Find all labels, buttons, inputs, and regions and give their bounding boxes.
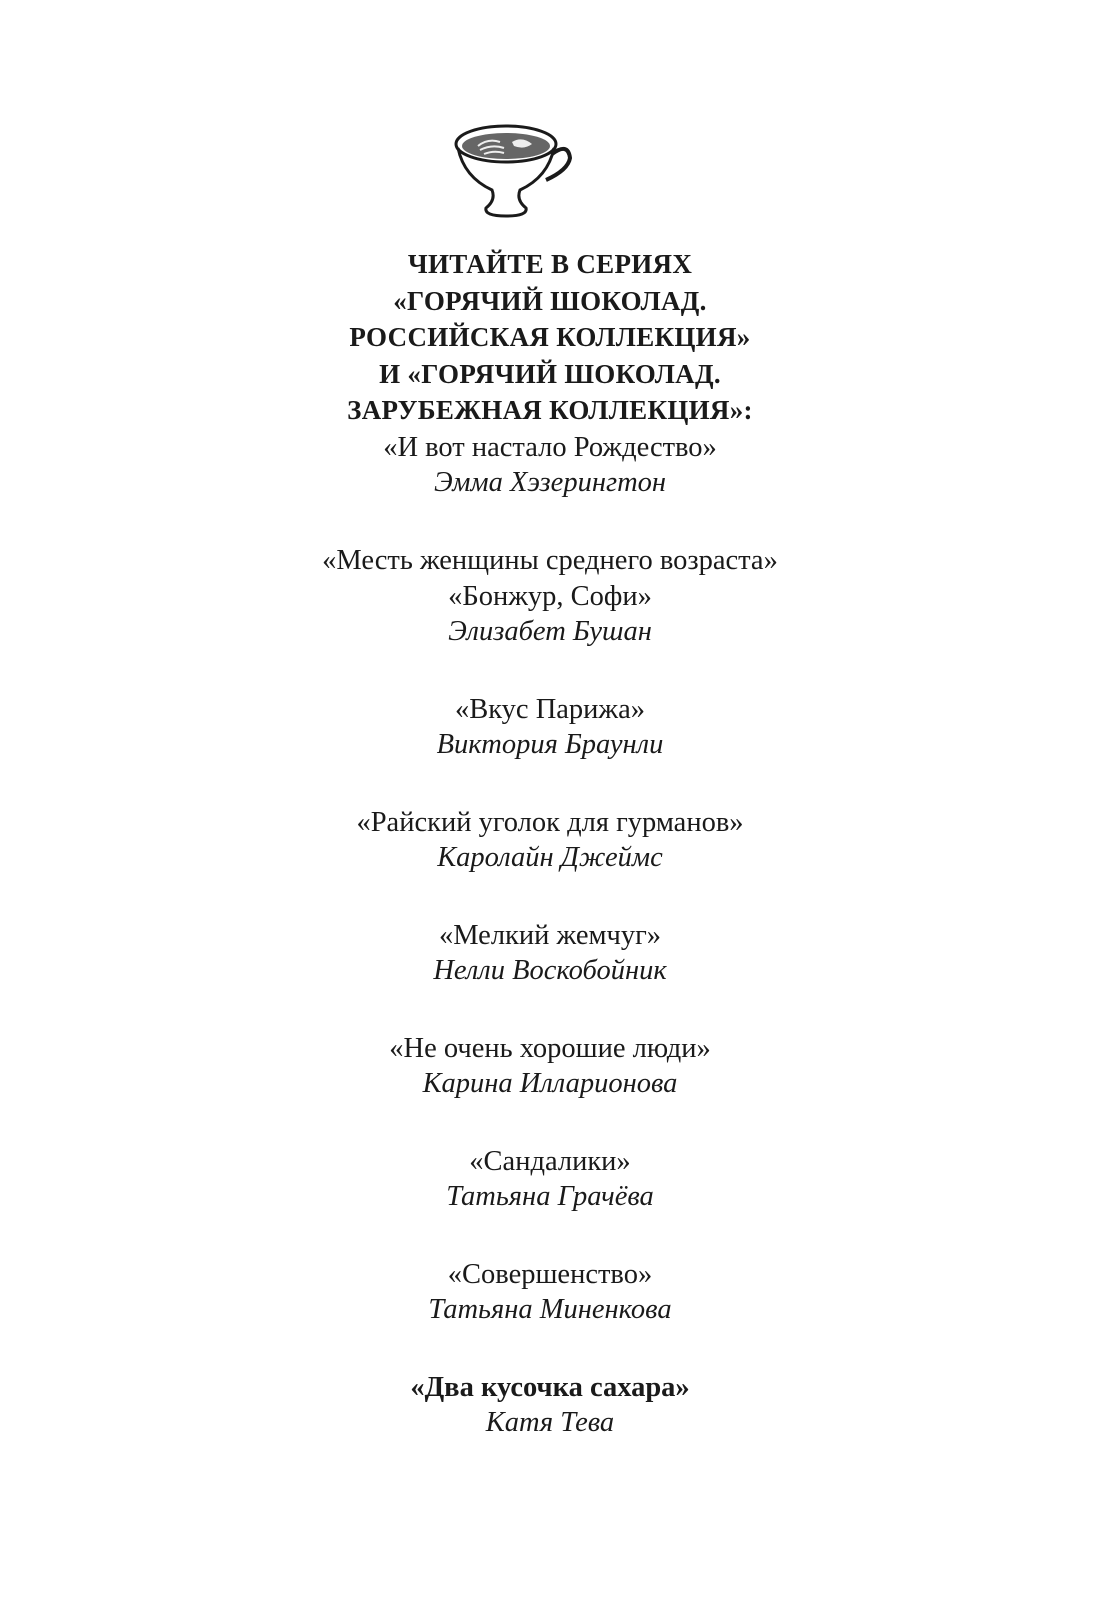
book-title: «Совершенство» bbox=[447, 1259, 653, 1290]
book-entry bbox=[0, 692, 1100, 761]
book-entry bbox=[0, 543, 1100, 648]
book-title: «Месть женщины среднего возраста» bbox=[322, 545, 778, 576]
book-author: Катя Тева bbox=[485, 1407, 615, 1438]
book-entry bbox=[0, 1257, 1100, 1326]
heading-line: ЗАРУБЕЖНАЯ КОЛЛЕКЦИЯ»: bbox=[347, 395, 753, 425]
book-entry bbox=[0, 1031, 1100, 1100]
series-heading bbox=[0, 246, 1100, 429]
book-author: Татьяна Грачёва bbox=[446, 1181, 654, 1212]
book-entry-current bbox=[0, 1370, 1100, 1439]
book-title: «Два кусочка сахара» bbox=[410, 1372, 690, 1403]
book-author: Элизабет Бушан bbox=[448, 616, 652, 647]
book-entry bbox=[0, 918, 1100, 987]
book-author: Виктория Браунли bbox=[436, 729, 664, 760]
teacup-icon bbox=[450, 122, 574, 222]
book-author: Каролайн Джеймс bbox=[437, 842, 663, 873]
book-entry bbox=[0, 1144, 1100, 1213]
book-entry bbox=[0, 430, 1100, 499]
book-author: Нелли Воскобойник bbox=[433, 955, 667, 986]
book-title: «Вкус Парижа» bbox=[454, 694, 646, 725]
book-author: Карина Илларионова bbox=[422, 1068, 678, 1099]
heading-line: И «ГОРЯЧИЙ ШОКОЛАД. bbox=[379, 358, 721, 389]
book-author: Татьяна Миненкова bbox=[428, 1294, 672, 1325]
book-title: «Райский уголок для гурманов» bbox=[356, 807, 744, 838]
book-title: «Бонжур, Софи» bbox=[448, 581, 652, 612]
book-title: «И вот настало Рождество» bbox=[383, 432, 717, 463]
book-title: «Не очень хорошие люди» bbox=[389, 1033, 711, 1064]
book-title: «Сандалики» bbox=[469, 1146, 631, 1177]
book-title: «Мелкий жемчуг» bbox=[438, 920, 662, 951]
book-author: Эмма Хэзерингтон bbox=[433, 467, 667, 498]
book-entry bbox=[0, 805, 1100, 874]
heading-line: «ГОРЯЧИЙ ШОКОЛАД. bbox=[393, 285, 707, 316]
heading-line: ЧИТАЙТЕ В СЕРИЯХ bbox=[407, 249, 693, 279]
heading-line: РОССИЙСКАЯ КОЛЛЕКЦИЯ» bbox=[349, 322, 751, 352]
book-list bbox=[0, 430, 1100, 1483]
